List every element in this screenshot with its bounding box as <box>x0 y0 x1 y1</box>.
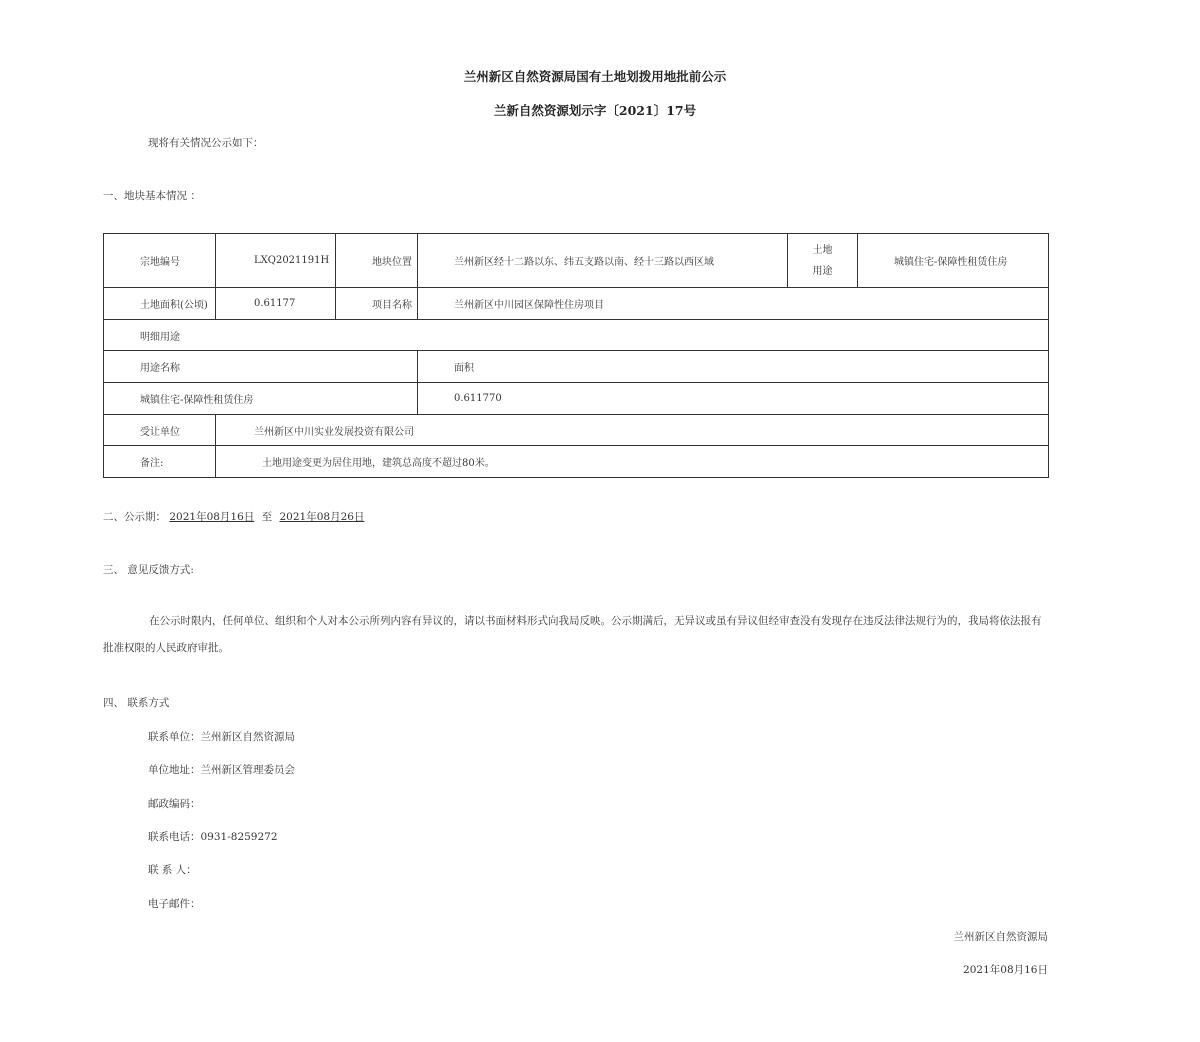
remark: 土地用途变更为居住用地，建筑总高度不超过80米。 <box>216 446 1049 478</box>
table-row <box>104 383 1049 415</box>
label-land-use-line2: 用途 <box>812 265 833 277</box>
project-name: 兰州新区中川园区保障性住房项目 <box>418 288 1049 320</box>
label-remark: 备注: <box>104 446 216 478</box>
detail-area: 0.611770 <box>418 383 1049 415</box>
table-row <box>104 234 1049 288</box>
intro-text: 现将有关情况公示如下： <box>148 137 264 149</box>
land-area: 0.61177 <box>216 288 336 320</box>
label-detail-area: 面积 <box>418 351 1049 383</box>
section2-line <box>103 509 364 524</box>
grantee: 兰州新区中川实业发展投资有限公司 <box>216 415 1049 446</box>
land-use: 城镇住宅-保障性租赁住房 <box>858 234 1049 288</box>
contact-address: 单位地址：兰州新区管理委员会 <box>148 764 295 776</box>
parcel-info-table <box>103 233 1049 478</box>
section1-heading: 一、地块基本情况 ： <box>103 190 201 202</box>
contact-email: 电子邮件： <box>148 898 201 910</box>
contact-phone: 联系电话：0931-8259272 <box>148 831 278 843</box>
table-row <box>104 446 1049 478</box>
label-grantee: 受让单位 <box>104 415 216 446</box>
label-use-name: 用途名称 <box>104 351 418 383</box>
publicity-start-date: 2021年08月16日 <box>169 511 255 523</box>
signature-date: 2021年08月16日 <box>963 964 1048 976</box>
section4-heading: 四、 联系方式 <box>103 697 170 709</box>
table-row <box>104 351 1049 383</box>
section3-body: 在公示时限内，任何单位、组织和个人对本公示所列内容有异议的，请以书面材料形式向我局反映。公示期满后，无异议或虽有异议但经审查没有发现存在违反法律法规行为的，我局将依法报有批准权限的人民政府审批。 <box>103 615 1042 654</box>
document-number: 兰新自然资源划示字〔2021〕17号 <box>493 103 697 118</box>
use-name: 城镇住宅-保障性租赁住房 <box>104 383 418 415</box>
label-land-use <box>788 234 858 288</box>
document-title: 兰州新区自然资源局国有土地划拨用地批前公示 <box>463 69 727 84</box>
contact-postcode: 邮政编码： <box>148 798 201 810</box>
table-row <box>104 320 1049 351</box>
label-parcel-no: 宗地编号 <box>104 234 216 288</box>
section2-to: 至 <box>261 511 273 523</box>
label-location: 地块位置 <box>336 234 418 288</box>
contact-person: 联 系 人： <box>148 864 197 876</box>
label-detail-use: 明细用途 <box>104 320 1049 351</box>
label-project-name: 项目名称 <box>336 288 418 320</box>
contact-unit: 联系单位：兰州新区自然资源局 <box>148 731 295 743</box>
publicity-end-date: 2021年08月26日 <box>279 511 365 523</box>
table-row <box>104 288 1049 320</box>
parcel-location: 兰州新区经十二路以东、纬五支路以南、经十三路以西区域 <box>418 234 788 288</box>
signature-org: 兰州新区自然资源局 <box>953 931 1048 943</box>
label-land-area: 土地面积(公顷) <box>104 288 216 320</box>
parcel-no: LXQ2021191H <box>216 234 336 288</box>
section3-heading: 三、 意见反馈方式: <box>103 564 194 576</box>
section2-label: 二、公示期： <box>103 511 166 523</box>
label-land-use-line1: 土地 <box>812 244 833 256</box>
table-row <box>104 415 1049 446</box>
